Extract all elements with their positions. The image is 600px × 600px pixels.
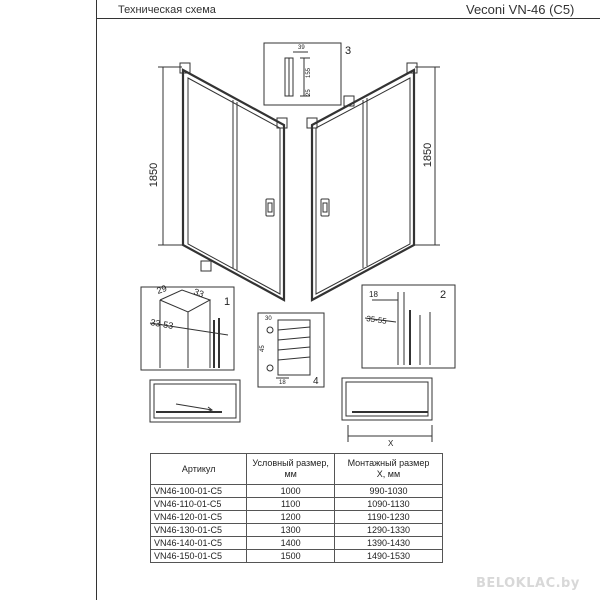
table-cell-mounting: 1090-1130 <box>334 498 442 511</box>
table-row <box>151 485 443 498</box>
detail1-dim-b: 33 <box>192 286 206 300</box>
height-label-right: 1850 <box>422 142 434 168</box>
table-cell-article: VN46-130-01-C5 <box>151 524 247 537</box>
detail4-dim-b: 45 <box>260 345 266 352</box>
table-header-row <box>151 454 443 485</box>
detail1-dim-a: 29 <box>155 283 169 296</box>
detail3-dim-c: 25 <box>306 89 312 96</box>
detail1-dim-c: 33-53 <box>149 317 175 331</box>
detail-3-handle <box>264 43 341 105</box>
table-cell-nominal: 1400 <box>247 537 335 550</box>
table-row <box>151 498 443 511</box>
right-door-panel <box>307 63 417 300</box>
table-row <box>151 511 443 524</box>
table-cell-nominal: 1200 <box>247 511 335 524</box>
table-cell-nominal: 1100 <box>247 498 335 511</box>
table-cell-article: VN46-140-01-C5 <box>151 537 247 550</box>
plan-x-label: X <box>388 439 394 448</box>
detail-1-profile <box>141 287 234 370</box>
table-cell-article: VN46-110-01-C5 <box>151 498 247 511</box>
sizes-table <box>150 453 443 563</box>
column-header-article: Артикул <box>151 454 247 485</box>
sheet-title-left: Техническая схема <box>118 4 216 16</box>
callout-4: 4 <box>313 376 319 387</box>
table-row <box>151 524 443 537</box>
column-header-nominal-size: Условный размер, мм <box>247 454 335 485</box>
table-cell-mounting: 1290-1330 <box>334 524 442 537</box>
table-cell-mounting: 990-1030 <box>334 485 442 498</box>
left-door-panel <box>180 63 287 300</box>
table-cell-mounting: 1190-1230 <box>334 511 442 524</box>
table-cell-article: VN46-150-01-C5 <box>151 550 247 563</box>
callout-1: 1 <box>224 296 231 308</box>
callout-3: 3 <box>345 45 352 57</box>
detail2-dim-a: 18 <box>369 290 378 299</box>
plan-view-left <box>150 380 240 422</box>
detail3-dim-a: 39 <box>298 45 305 51</box>
table-cell-nominal: 1500 <box>247 550 335 563</box>
detail3-dim-b: 155 <box>306 67 312 78</box>
detail2-dim-b: 35-55 <box>365 314 388 326</box>
sheet-title-right: Veconi VN-46 (C5) <box>466 2 575 17</box>
plan-view-right <box>342 378 432 442</box>
table-cell-nominal: 1000 <box>247 485 335 498</box>
callout-2: 2 <box>440 289 447 301</box>
detail4-dim-c: 18 <box>279 380 286 386</box>
watermark: BELOKLAC.by <box>476 576 580 591</box>
table-cell-nominal: 1300 <box>247 524 335 537</box>
height-label-left: 1850 <box>148 162 160 188</box>
table-row <box>151 550 443 563</box>
detail4-dim-a: 30 <box>265 316 272 322</box>
table-cell-mounting: 1390-1430 <box>334 537 442 550</box>
table-cell-article: VN46-120-01-C5 <box>151 511 247 524</box>
table-cell-article: VN46-100-01-C5 <box>151 485 247 498</box>
column-header-mounting-size: Монтажный размер X, мм <box>334 454 442 485</box>
table-row <box>151 537 443 550</box>
table-cell-mounting: 1490-1530 <box>334 550 442 563</box>
